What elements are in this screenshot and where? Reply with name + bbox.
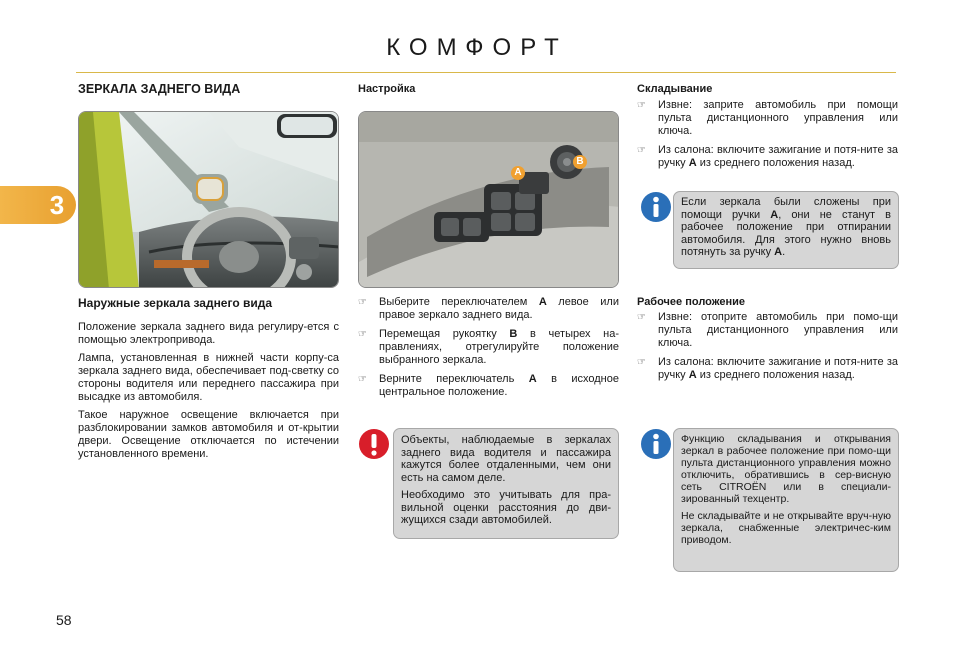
pointing-hand-icon: ☞ [637, 145, 646, 156]
list-item: ☞ Выберите переключателем A левое или правое зеркало заднего вида. [358, 296, 619, 321]
warning-text: Необходимо это учитывать для пра-вильной оценки расстояния до дви-жущихся сзади автомобилей. [401, 489, 611, 526]
left-body-text [78, 321, 339, 466]
list-item: ☞ Извне: отоприте автомобиль при помо-щи пульта дистанционного управления или ключа. [637, 311, 898, 349]
page-title: КОМФОРТ [386, 34, 568, 61]
car-interior-drawing [79, 112, 339, 288]
paragraph: Лампа, установленная в нижней части корпу-са зеркала заднего вида, обеспечивает под-светку со стороны водителя или переднего пассажира при высадке из автомобиля. [78, 352, 339, 403]
pointing-hand-icon: ☞ [358, 329, 367, 340]
paragraph: Такое наружное освещение включается при разблокировании замков автомобиля и от-крытии двери. Освещение отключается по истечении установленного времени. [78, 409, 339, 460]
car-interior-illustration [78, 111, 339, 288]
mirror-control-illustration [358, 111, 619, 288]
info-note-remote [673, 428, 899, 572]
list-item: ☞ Из салона: включите зажигание и потя-ните за ручку A из среднего положения назад. [637, 356, 898, 381]
info-text: Функцию складывания и открывания зеркал в рабочее положение при помо-щи пульта дистанционного управления можно отключить, обратившись в сер-висную сеть CITROËN или в специали-зированный техцентр. [681, 433, 891, 505]
list-item: ☞ Перемещая рукоятку B в четырех на-правлениях, отрегулируйте положение выбранного зеркала. [358, 328, 620, 366]
list-item: ☞ Верните переключатель A в исходное центральное положение. [358, 373, 619, 398]
working-steps-list [637, 311, 898, 388]
chapter-number: 3 [49, 190, 65, 220]
door-panel-drawing [359, 112, 619, 288]
column-heading-setup: Настройка [358, 83, 416, 95]
subheading: Наружные зеркала заднего вида [78, 296, 273, 310]
info-text: Не складывайте и не открывайте вруч-ную зеркала, снабженные электричес-ким приводом. [681, 510, 891, 546]
title-divider [76, 72, 896, 73]
setup-steps-list [358, 296, 619, 405]
warning-icon [358, 428, 390, 460]
paragraph: Положение зеркала заднего вида регулиру-ется с помощью электропривода. [78, 321, 339, 346]
chapter-tab [0, 186, 76, 224]
pointing-hand-icon: ☞ [637, 312, 646, 323]
info-icon [640, 191, 672, 223]
label-a-marker: A [511, 166, 525, 180]
pointing-hand-icon: ☞ [358, 297, 367, 308]
column-heading-folding: Складывание [637, 83, 713, 95]
pointing-hand-icon: ☞ [637, 357, 646, 368]
column-heading-working: Рабочее положение [637, 296, 746, 308]
folding-steps-list [637, 99, 898, 176]
info-note-folding [673, 191, 899, 269]
section-heading: ЗЕРКАЛА ЗАДНЕГО ВИДА [78, 82, 241, 96]
info-text: Если зеркала были сложены при помощи ручки A, они не станут в рабочее положение при отпирании автомобиля. Для этого нужно вновь потянуть за ручку A. [681, 196, 891, 258]
list-item: ☞ Из салона: включите зажигание и потя-ните за ручку A из среднего положения назад. [637, 144, 898, 169]
info-icon [640, 428, 672, 460]
label-b-marker: B [573, 155, 587, 169]
warning-note [393, 428, 619, 539]
warning-text: Объекты, наблюдаемые в зеркалах заднего вида водителя и пассажира кажутся более отдаленными, чем они есть на самом деле. [401, 434, 611, 484]
pointing-hand-icon: ☞ [358, 374, 367, 385]
pointing-hand-icon: ☞ [637, 100, 646, 111]
list-item: ☞ Извне: заприте автомобиль при помощи пульта дистанционного управления или ключа. [637, 99, 898, 137]
page-number: 58 [56, 612, 72, 628]
